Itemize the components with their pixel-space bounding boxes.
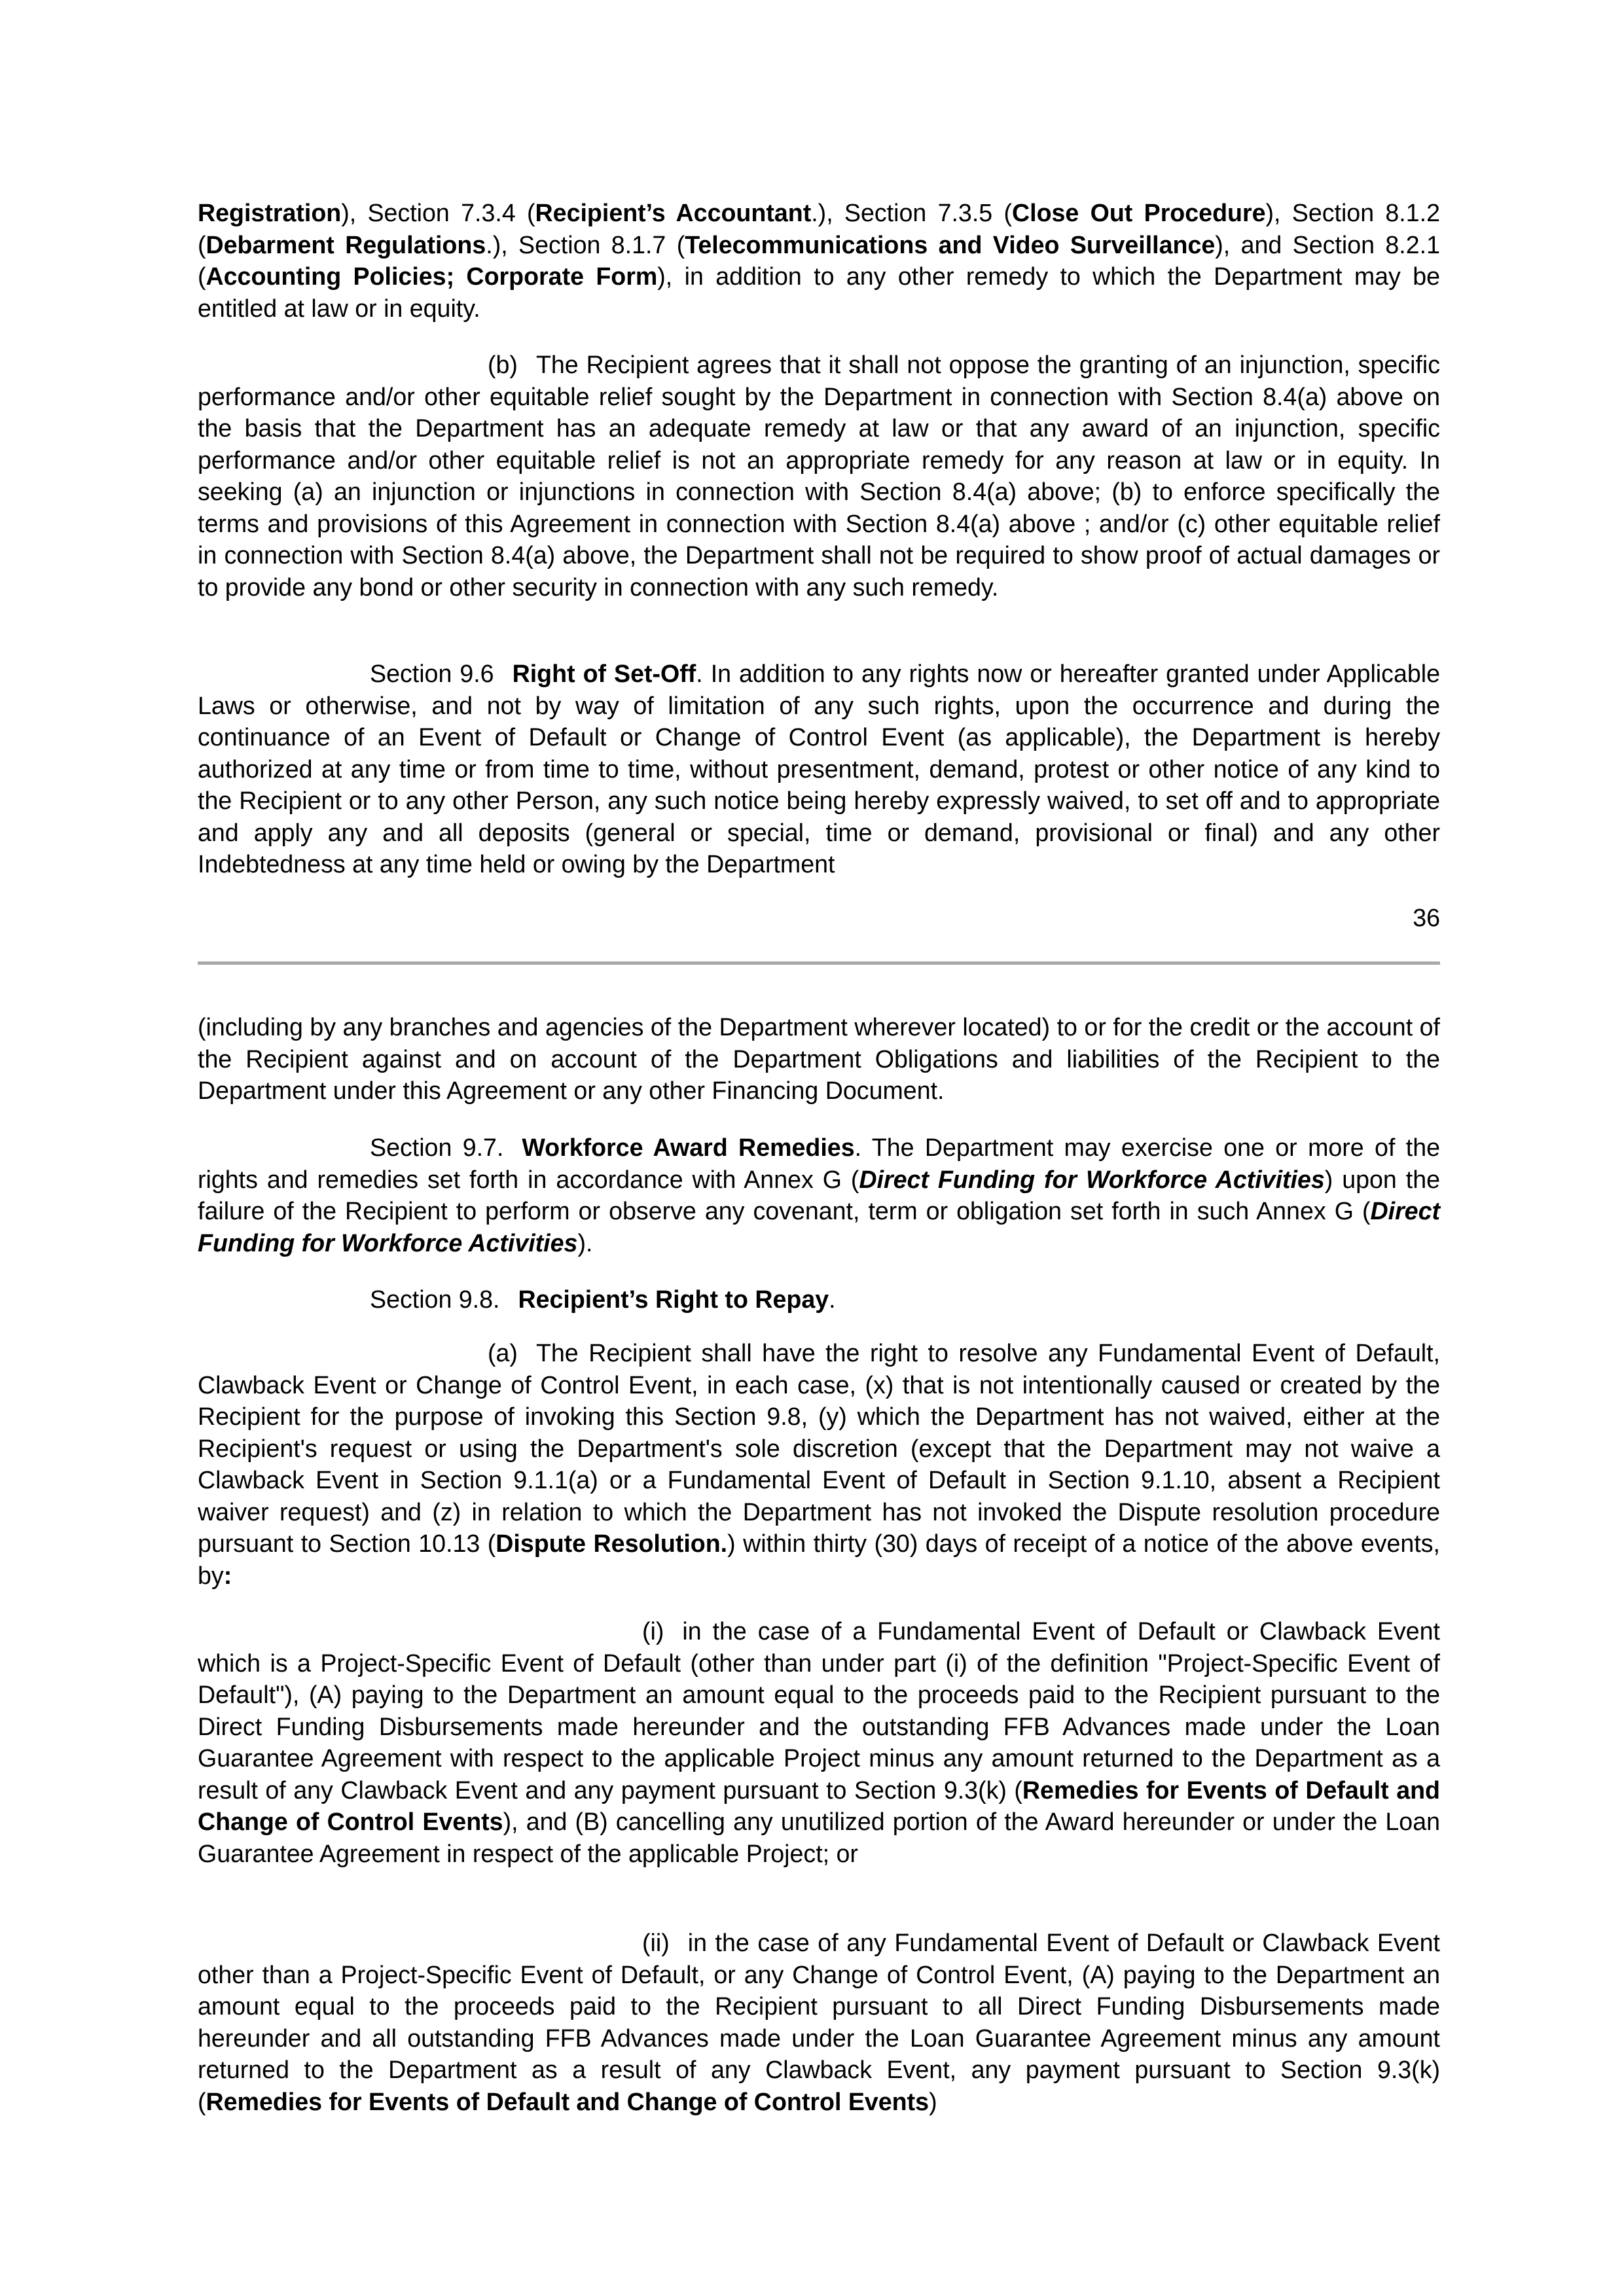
paragraph-injunction: (b) The Recipient agrees that it shall not oppose the granting of an injunction, specific performance and/or other equitable relief sought by the Department in connection with Section 8.4(a) above on the basis that the Department has an adequate remedy at law or that any award of an injunction, specific performance and/or other equitable relief is not an appropriate remedy for any reason at law or in equity. In seeking (a) an injunction or injunctions in connection with Section 8.4(a) above; (b) to enforce specifically the terms and provisions of this Agreement in connection with Section 8.4(a) above ; and/or (c) other equitable relief in connection with Section 8.4(a) above, the Department shall not be required to show proof of actual damages or to provide any bond or other security in connection with any such remedy. (198, 351, 1440, 601)
section-9-6: Section 9.6 Right of Set-Off. In addition to any rights now or hereafter granted under Applicable Laws or otherwise, and not by way of limitation of any such rights, upon the occurrence and during the continuance of an Event of Default or Change of Control Event (as applicable), the Department is hereby authorized at any time or from time to time, without presentment, demand, protest or other notice of any kind to the Recipient or to any other Person, any such notice being hereby expressly waived, to set off and to appropriate and apply any and all deposits (general or special, time or demand, provisional or final) and any other Indebtedness at any time held or owing by the Department (198, 660, 1440, 878)
clause-label: (i) (642, 1617, 664, 1645)
paragraph-9-8-a: (a) The Recipient shall have the right to resolve any Fundamental Event of Default, Clawback Event or Change of Control Event, in each case, (x) that is not intentionally caused or created by the Recipient for the purpose of invoking this Section 9.8, (y) which the Department has not waived, either at the Recipient's request or using the Department's sole discretion (except that the Department may not waive a Clawback Event in Section 9.1.1(a) or a Fundamental Event of Default in Section 9.1.10, absent a Recipient waiver request) and (z) in relation to which the Department has not invoked the Dispute resolution procedure pursuant to Section 10.13 (Dispute Resolution.) within thirty (30) days of receipt of a notice of the above events, by: (198, 1339, 1440, 1589)
paragraph-continuation: Registration), Section 7.3.4 (Recipient’s Accountant.), Section 7.3.5 (Close Out Procedure), Section 8.1.2 (Debarment Regulations.), Section 8.1.7 (Telecommunications and Video Surveillance), and Section 8.2.1 (Accounting Policies; Corporate Form), in addition to any other remedy to which the Department may be entitled at law or in equity. (198, 199, 1440, 322)
section-9-7: Section 9.7. Workforce Award Remedies. The Department may exercise one or more of the rights and remedies set forth in accordance with Annex G (Direct Funding for Workforce Activities) upon the failure of the Recipient to perform or observe any covenant, term or obligation set forth in such Annex G (Direct Funding for Workforce Activities). (198, 1134, 1441, 1257)
section-heading: Workforce Award Remedies (522, 1134, 855, 1161)
page-number: 36 (1413, 904, 1440, 931)
section-9-8: Section 9.8. Recipient’s Right to Repay. (370, 1285, 836, 1313)
paragraph-continuation-2: (including by any branches and agencies of the Department wherever located) to or for the credit or the account of the Recipient against and on account of the Department Obligations and liabilities of the Recipient to the Department under this Agreement or any other Financing Document. (198, 1013, 1440, 1104)
clause-label: (b) (488, 351, 518, 378)
clause-label: (ii) (642, 1929, 670, 1956)
section-heading: Right of Set-Off (512, 660, 696, 687)
paragraph-9-8-a-ii: (ii) in the case of any Fundamental Event of Default or Clawback Event other than a Project-Specific Event of Default, or any Change of Control Event, (A) paying to the Department an amount equal to the proceeds paid to the Recipient pursuant to all Direct Funding Disbursements made hereunder and all outstanding FFB Advances made under the Loan Guarantee Agreement minus any amount returned to the Department as a result of any Clawback Event, any payment pursuant to Section 9.3(k) (Remedies for Events of Default and Change of Control Events) (198, 1929, 1440, 2115)
paragraph-9-8-a-i: (i) in the case of a Fundamental Event of Default or Clawback Event which is a Project-Specific Event of Default (other than under part (i) of the definition "Project-Specific Event of Default"), (A) paying to the Department an amount equal to the proceeds paid to the Recipient pursuant to the Direct Funding Disbursements made hereunder and the outstanding FFB Advances made under the Loan Guarantee Agreement with respect to the applicable Project minus any amount returned to the Department as a result of any Clawback Event and any payment pursuant to Section 9.3(k) (Remedies for Events of Default and Change of Control Events), and (B) cancelling any unutilized portion of the Award hereunder or under the Loan Guarantee Agreement in respect of the applicable Project; or (198, 1617, 1441, 1867)
clause-label: (a) (488, 1339, 518, 1367)
section-number: Section 9.8. (370, 1285, 500, 1313)
section-heading: Recipient’s Right to Repay (518, 1285, 829, 1313)
section-number: Section 9.7. (370, 1134, 504, 1161)
section-number: Section 9.6 (370, 660, 494, 687)
page-divider (198, 961, 1440, 965)
